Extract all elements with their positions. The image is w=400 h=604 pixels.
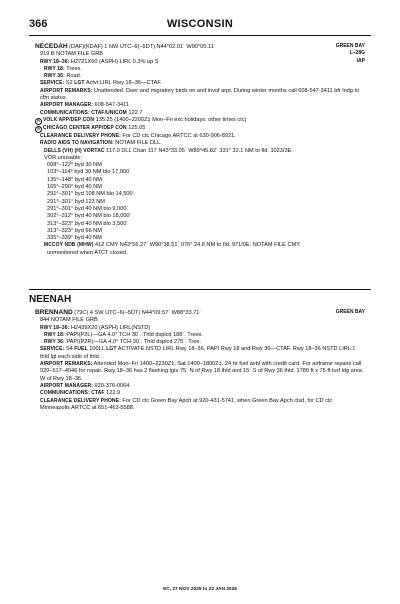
radar-r-icon: R bbox=[35, 126, 42, 133]
airport-ident-line: (79C) 4 SW UTC–6(–5DT) N44°09.57´ W88°33.71´ bbox=[74, 310, 202, 316]
list-item: 313°–323° byd 40 NM blo 3,500´ bbox=[47, 220, 129, 227]
chart-name: GREEN BAY bbox=[335, 309, 365, 315]
communications: COMMUNICATIONS: CTAF/UNICOM 122.7 bbox=[40, 109, 143, 116]
iap-tag: IAP bbox=[356, 57, 365, 64]
effective-dates-footer: EC, 27 NOV 2025 to 22 JAN 2026 bbox=[163, 587, 237, 592]
mccoy-note: unmonitored when ATCT closed. bbox=[47, 249, 128, 256]
chicago-app-dep: R CHICAGO CENTER APP/DEP CON 125.05 bbox=[35, 125, 365, 133]
runway-36: RWY 36: Road. bbox=[44, 73, 82, 80]
runway-18: RWY 18: PAPI(P2L)—GA 4.0° TCH 30´. Thld dsplcd 188´. Trees. bbox=[44, 331, 203, 338]
necedah-entry bbox=[35, 43, 365, 257]
list-item: 103°–114° byd 30 NM blo 17,000´ bbox=[47, 169, 131, 176]
vor-unusable: VOR unusable: bbox=[44, 154, 82, 161]
radio-aids: RADIO AIDS TO NAVIGATION: NOTAM FILE DLL. bbox=[40, 140, 162, 147]
lrs-chart: L–28G bbox=[349, 50, 365, 57]
runway-main: RWY 18–36: H2439X20 (ASPH) LIRL(NSTD) bbox=[40, 324, 151, 331]
list-item: 335°–339° byd 40 NM bbox=[47, 235, 102, 242]
list-item: 008°–122° byd 30 NM bbox=[47, 162, 102, 169]
list-item: 291°–301° byd 40 NM blo 9,000´ bbox=[47, 205, 129, 212]
list-item: 302°–312° byd 40 NM blo 18,000´ bbox=[47, 213, 132, 220]
elevation-line: 919 B NOTAM FILE GRB bbox=[40, 51, 103, 58]
vor-unusable-list bbox=[35, 162, 365, 242]
elevation-line: 844 NOTAM FILE GRB bbox=[40, 317, 98, 324]
radar-r-icon: R bbox=[35, 118, 42, 125]
airport-name: BRENNAND bbox=[35, 309, 73, 316]
list-item: 291°–301° byd 108 NM blo 14,500´ bbox=[47, 191, 135, 198]
section-rule bbox=[29, 289, 371, 290]
list-item: 135°–148° byd 40 NM bbox=[47, 176, 102, 183]
clearance-delivery: CLEARANCE DELIVERY PHONE: For CD ctc Chicago ARTCC at 630-906-8921. bbox=[40, 132, 236, 139]
volk-app-dep: R VOLK APP/DEP CON 135.25 (1400–2200Z‡ Mon–Fri exc holidays; other times ctc) bbox=[35, 117, 365, 125]
service-line: SERVICE: S4 FUEL 100LL LGT ACTIVATE NSTD LIRL Rwy 18–36, PAPI Rwy 18 and Rwy 36—CTAF. Rwy 18–36 NSTD LIRL 1 thld lgt each side of thld. bbox=[40, 346, 356, 360]
dells-vortac: DELLS (VH) (H) VORTAC 117.0 DLL Chan 117 N43°33.05´ W89°45.82´ 331° 32.1 NM to fld. 1023/3E. bbox=[44, 147, 293, 154]
brennand-entry bbox=[35, 309, 365, 412]
list-item: 165°–290° byd 40 NM bbox=[47, 184, 102, 191]
service-line: SERVICE: S2 LGT Actvt LIRL Rwy 18–36—CTAF. bbox=[40, 80, 162, 87]
airport-remarks: AIRPORT REMARKS: Attended Mon–Fri 1400–2230Z‡, Sat 1400–1800Z‡. 24 hr fuel avbl with credit card. For airframe repairs call 920–517–4046 for repair. Rwy 18–36 has 2 flashing lgts 75´ N of Rwy 18 thld and 15´ S of Rwy 36 thld. 1780 ft x 75 ft turf ldg area W of Rwy 18–36. bbox=[40, 361, 362, 382]
runway-main: RWY 18–36: H2721X60 (ASPH) LIRL 0.3% up S bbox=[40, 58, 159, 65]
airport-name: NECEDAH bbox=[35, 43, 68, 50]
airport-title-line bbox=[35, 43, 365, 51]
airport-remarks: AIRPORT REMARKS: Unattended. Deer and migratory birds on and invof arpt. During winter months call 608-547-3411 bfr lndg to cfm status. bbox=[40, 87, 360, 102]
list-item: 291°–301° byd 123 NM bbox=[47, 198, 105, 205]
runway-18: RWY 18: Trees. bbox=[44, 65, 82, 72]
chart-name: GREEN BAY bbox=[335, 43, 365, 49]
list-item: 313°–323° byd 66 NM bbox=[47, 227, 102, 234]
airport-manager: AIRPORT MANAGER: 608-547-3411 bbox=[40, 102, 129, 109]
airport-title-line bbox=[35, 309, 365, 317]
state-title: WISCONSIN bbox=[166, 18, 234, 30]
communications: COMMUNICATIONS: CTAF 122.9 bbox=[40, 390, 121, 397]
header-rule bbox=[29, 35, 371, 36]
clearance-delivery: CLEARANCE DELIVERY PHONE: For CD ctc Green Bay Apch at 920-431-5741, when Green Bay Apch clsd, for CD ctc Minneapolis ARTCC at 651-463-5588. bbox=[40, 397, 333, 411]
section-title: NEENAH bbox=[29, 294, 72, 305]
page-header bbox=[29, 18, 371, 32]
airport-ident-line: (DAF)(KDAF) 1 NW UTC–6(–5DT) N44°02.01´ W90°05.11´ bbox=[69, 44, 216, 50]
mccoy-ndb: MCCOY NDB (MHW) 412 CMY N43°56.27´ W90°38.51´ 076° 24.8 NM to fld. 971/0E. NOTAM FILE CMY. bbox=[44, 242, 301, 249]
runway-36: RWY 36: PAPI(P2R)—GA 4.0° TCH 30´. Thld dsplcd 275´. Tree. bbox=[44, 339, 202, 346]
airport-manager: AIRPORT MANAGER: 920-376-0064 bbox=[40, 382, 130, 389]
page-number: 366 bbox=[29, 18, 48, 30]
